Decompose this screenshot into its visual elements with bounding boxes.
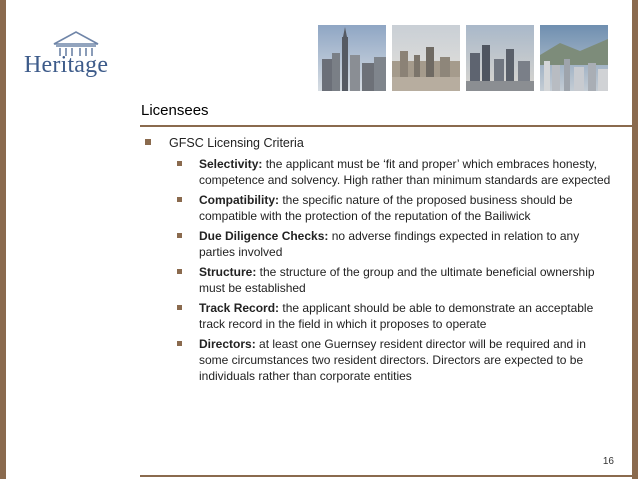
list-item (145, 192, 615, 224)
criterion-text: at least one Guernsey resident director will be required and in some circumstances two resident directors. Directors are expected to be individuals rather than corporate entities (199, 337, 586, 383)
slide-title: Licensees (141, 102, 209, 119)
city-photo-4 (540, 25, 608, 91)
criterion-text: the structure of the group and the ultimate beneficial ownership must be established (199, 265, 595, 295)
square-bullet-icon (177, 341, 182, 346)
criterion-term: Track Record: (199, 301, 280, 315)
list-item (145, 264, 615, 296)
footer-divider (140, 475, 632, 477)
logo-text: Heritage (24, 52, 109, 78)
criterion-text: no adverse findings expected in relation to any parties involved (199, 229, 580, 259)
square-bullet-icon (177, 233, 182, 238)
square-bullet-icon (145, 139, 151, 145)
city-photo-2 (392, 25, 460, 91)
criterion-term: Structure: (199, 265, 257, 279)
criterion-term: Due Diligence Checks: (199, 229, 329, 243)
list-item (145, 336, 615, 384)
criterion-text: the applicant must be ‘fit and proper’ which embraces honesty, competence and solvency. High rather than minimum standards are expected (199, 157, 611, 187)
square-bullet-icon (177, 305, 182, 310)
left-border-bar (0, 0, 6, 479)
square-bullet-icon (177, 161, 182, 166)
content-body (145, 136, 615, 388)
list-item (145, 228, 615, 260)
criterion-term: Selectivity: (199, 157, 263, 171)
square-bullet-icon (177, 269, 182, 274)
criterion-text: the specific nature of the proposed business should be compatible with the protection of the reputation of the Bailiwick (199, 193, 573, 223)
list-item (145, 156, 615, 188)
title-divider (140, 125, 632, 127)
page-number: 16 (602, 456, 614, 467)
criterion-term: Directors: (199, 337, 256, 351)
right-border-bar (632, 0, 638, 479)
section-heading: GFSC Licensing Criteria (169, 136, 304, 150)
city-photo-1 (318, 25, 386, 91)
criterion-text: the applicant should be able to demonstrate an acceptable track record in the field in which it proposes to operate (199, 301, 594, 331)
city-photo-3 (466, 25, 534, 91)
criterion-term: Compatibility: (199, 193, 279, 207)
list-item (145, 300, 615, 332)
section-bullet (145, 136, 615, 150)
square-bullet-icon (177, 197, 182, 202)
